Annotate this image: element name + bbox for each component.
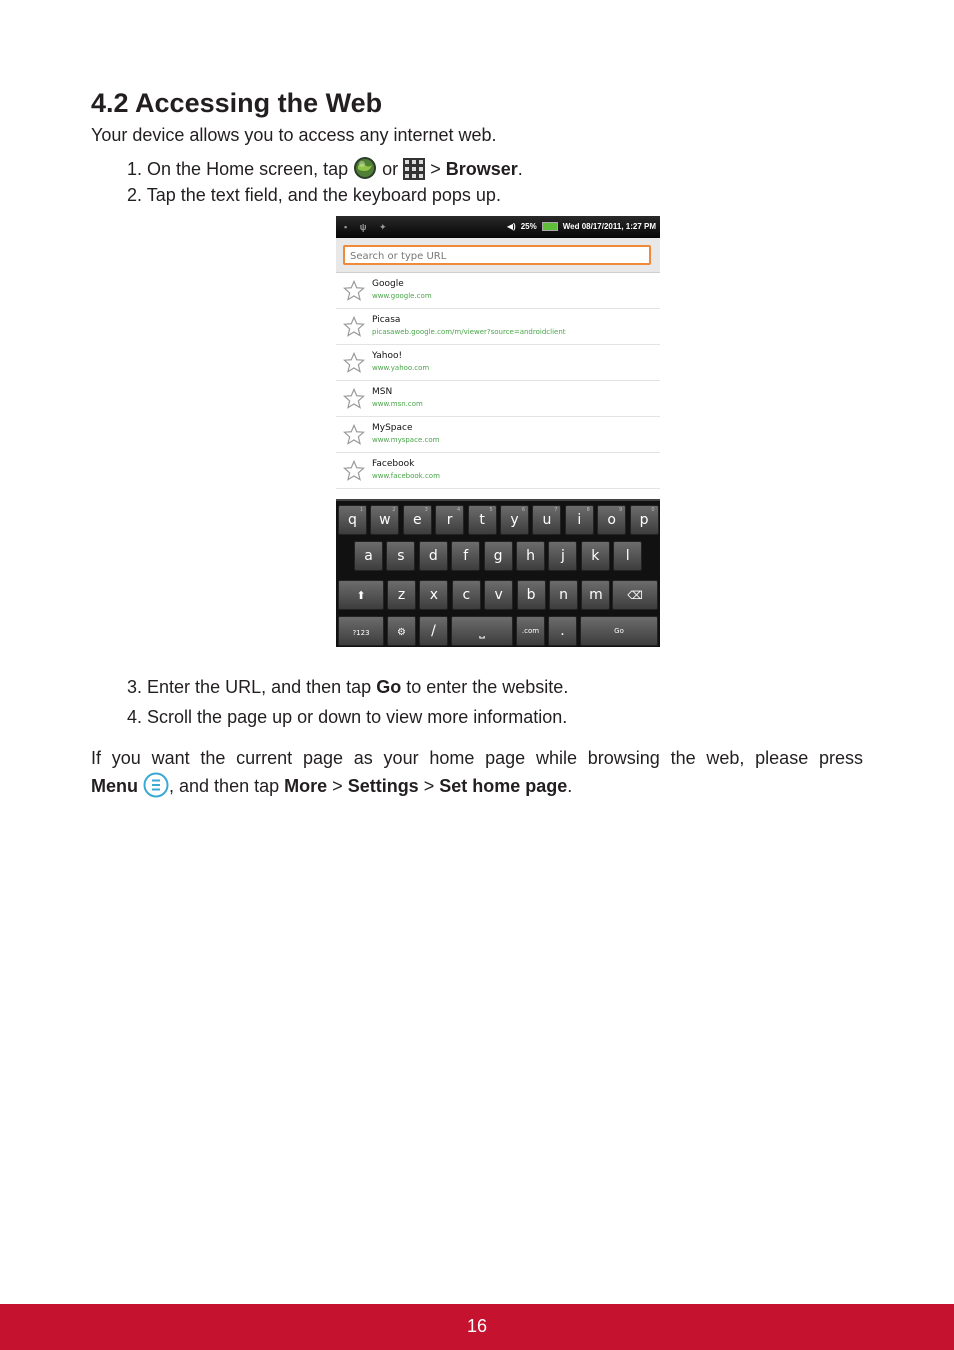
key-w[interactable] [370, 505, 399, 535]
step-2 [127, 185, 501, 206]
key-shift[interactable] [338, 580, 384, 610]
bookmark-title: Yahoo! [372, 351, 403, 361]
key-slash[interactable]: / [419, 616, 448, 646]
key-h[interactable] [516, 541, 545, 571]
key-label: g [493, 548, 503, 564]
bookmark-title: Google [372, 279, 404, 289]
key-d[interactable] [419, 541, 448, 571]
star-icon[interactable] [343, 316, 365, 342]
settings-label: Settings [347, 776, 419, 796]
key-s[interactable] [386, 541, 415, 571]
go-label: Go [376, 677, 402, 697]
key-p[interactable] [630, 505, 659, 535]
key-z[interactable] [387, 580, 416, 610]
bookmark-title: Facebook [372, 459, 415, 469]
key-j[interactable] [548, 541, 577, 571]
step-1 [127, 156, 523, 185]
para-text: , and then tap [169, 776, 280, 796]
step-text: Tap the text field, and the keyboard pops up. [146, 185, 501, 205]
bookmark-item[interactable] [336, 381, 660, 417]
star-icon[interactable] [343, 280, 365, 306]
bookmark-url: www.facebook.com [372, 472, 440, 480]
key-label: c [462, 587, 471, 603]
backspace-icon: ⌫ [627, 589, 643, 602]
soft-keyboard [336, 499, 660, 647]
key-label: f [463, 548, 469, 564]
page-number: 16 [466, 1316, 488, 1336]
star-icon[interactable] [343, 388, 365, 414]
step-text: to enter the website. [406, 677, 569, 697]
key-label: z [397, 587, 406, 603]
key-hint: 0 [651, 507, 655, 513]
browser-label: Browser [445, 159, 518, 179]
key-label: j [560, 548, 565, 564]
bookmark-item[interactable] [336, 345, 660, 381]
key-q[interactable] [338, 505, 367, 535]
key-hint: 9 [619, 507, 623, 513]
settings-icon: ⚙ [397, 627, 406, 638]
key-label: w [379, 512, 391, 528]
step-text: On the Home screen, tap [147, 159, 349, 179]
key-hint: 1 [359, 507, 363, 513]
app-grid-icon [403, 158, 425, 185]
key-label: n [559, 587, 568, 603]
browser-globe-icon [353, 156, 377, 185]
key-c[interactable] [452, 580, 481, 610]
step-number: 2. [127, 185, 143, 205]
key-label: e [412, 512, 422, 528]
key-label: i [577, 512, 582, 528]
menu-label: Menu [91, 776, 138, 796]
space-icon: ⎵ [479, 623, 485, 639]
key-dot[interactable]: . [548, 616, 577, 646]
step-text: Enter the URL, and then tap [147, 677, 372, 697]
star-icon[interactable] [343, 424, 365, 450]
key-label: k [591, 548, 600, 564]
key-label: b [526, 587, 536, 603]
key-l[interactable] [613, 541, 642, 571]
more-label: More [284, 776, 328, 796]
status-bar [336, 216, 660, 238]
url-input[interactable]: Search or type URL [343, 245, 651, 265]
bookmark-url: picasaweb.google.com/m/viewer?source=androidclient [372, 328, 566, 336]
key-f[interactable] [451, 541, 480, 571]
period: . [567, 776, 573, 796]
gt-text: > [423, 776, 435, 796]
shift-icon: ⬆ [356, 589, 366, 602]
step-number: 3. [127, 677, 143, 697]
bookmark-url: www.yahoo.com [372, 364, 430, 372]
key-u[interactable] [532, 505, 561, 535]
bookmark-title: Picasa [372, 315, 401, 325]
status-datetime: Wed 08/17/2011, 1:27 PM [562, 222, 656, 231]
key-label: v [494, 587, 503, 603]
key-hint: 8 [586, 507, 590, 513]
key-label: y [510, 512, 519, 528]
key-go[interactable]: Go [580, 616, 658, 646]
step-3 [127, 677, 568, 698]
key-r[interactable] [435, 505, 464, 535]
key-e[interactable] [403, 505, 432, 535]
para-line: If you want the current page as your home page while browsing the web, please press [91, 748, 863, 768]
volume-icon: ◀) [506, 222, 516, 231]
step-4 [127, 707, 567, 728]
key-settings[interactable] [387, 616, 416, 646]
key-a[interactable] [354, 541, 383, 571]
key-label: q [348, 512, 357, 528]
key-x[interactable] [419, 580, 448, 610]
key-y[interactable] [500, 505, 529, 535]
key-label: a [364, 548, 373, 564]
star-icon[interactable] [343, 460, 365, 486]
key-k[interactable] [581, 541, 610, 571]
key-dotcom[interactable]: .com [516, 616, 545, 646]
bookmark-item[interactable] [336, 453, 660, 489]
bookmark-item[interactable] [336, 309, 660, 345]
set-home-page-label: Set home page [439, 776, 568, 796]
or-text: or [382, 159, 399, 179]
bookmark-url: www.google.com [372, 292, 432, 300]
key-label: u [542, 512, 552, 528]
menu-icon [143, 772, 169, 806]
bookmark-url: www.myspace.com [372, 436, 440, 444]
gt-text: > [430, 159, 441, 179]
key-label: x [429, 587, 439, 603]
intro-text: Your device allows you to access any internet web. [91, 125, 497, 145]
step-text: Scroll the page up or down to view more information. [147, 707, 568, 727]
key-label: s [397, 548, 405, 564]
key-hint: 2 [392, 507, 396, 513]
bookmark-title: MSN [372, 387, 393, 397]
key-t[interactable] [468, 505, 497, 535]
key-space[interactable] [451, 616, 513, 646]
battery-icon [542, 222, 558, 231]
key-label: h [526, 548, 535, 564]
key-label: d [428, 548, 438, 564]
url-bar [336, 238, 660, 273]
key-v[interactable] [484, 580, 513, 610]
key-backspace[interactable] [612, 580, 658, 610]
bookmark-item[interactable] [336, 273, 660, 309]
notification-icons: ▪ ψ ✦ [344, 222, 392, 232]
key-label: r [446, 512, 453, 528]
page-footer [0, 1304, 954, 1350]
period: . [517, 159, 523, 179]
key-label: t [479, 512, 485, 528]
key-label: l [625, 548, 630, 564]
key-hint: 5 [489, 507, 493, 513]
key-hint: 7 [554, 507, 558, 513]
key-symbols[interactable]: ?123 [338, 616, 384, 646]
step-number: 1. [127, 159, 143, 179]
page-title: 4.2 Accessing the Web [91, 88, 383, 118]
key-n[interactable] [549, 580, 578, 610]
key-m[interactable] [581, 580, 610, 610]
battery-level: 25% [520, 222, 537, 231]
key-label: p [639, 512, 649, 528]
bookmark-title: MySpace [372, 423, 413, 433]
key-b[interactable] [517, 580, 546, 610]
key-hint: 4 [457, 507, 461, 513]
key-g[interactable] [484, 541, 513, 571]
bookmark-url: www.msn.com [372, 400, 423, 408]
key-i[interactable] [565, 505, 594, 535]
key-hint: 3 [424, 507, 428, 513]
browser-screenshot [336, 216, 660, 647]
bookmark-item[interactable] [336, 417, 660, 453]
key-hint: 6 [521, 507, 525, 513]
key-label: m [589, 587, 603, 603]
key-label: o [607, 512, 616, 528]
bookmark-list [336, 273, 660, 489]
home-page-paragraph [91, 744, 863, 806]
gt-text: > [332, 776, 343, 796]
key-o[interactable] [597, 505, 626, 535]
star-icon[interactable] [343, 352, 365, 378]
step-number: 4. [127, 707, 143, 727]
